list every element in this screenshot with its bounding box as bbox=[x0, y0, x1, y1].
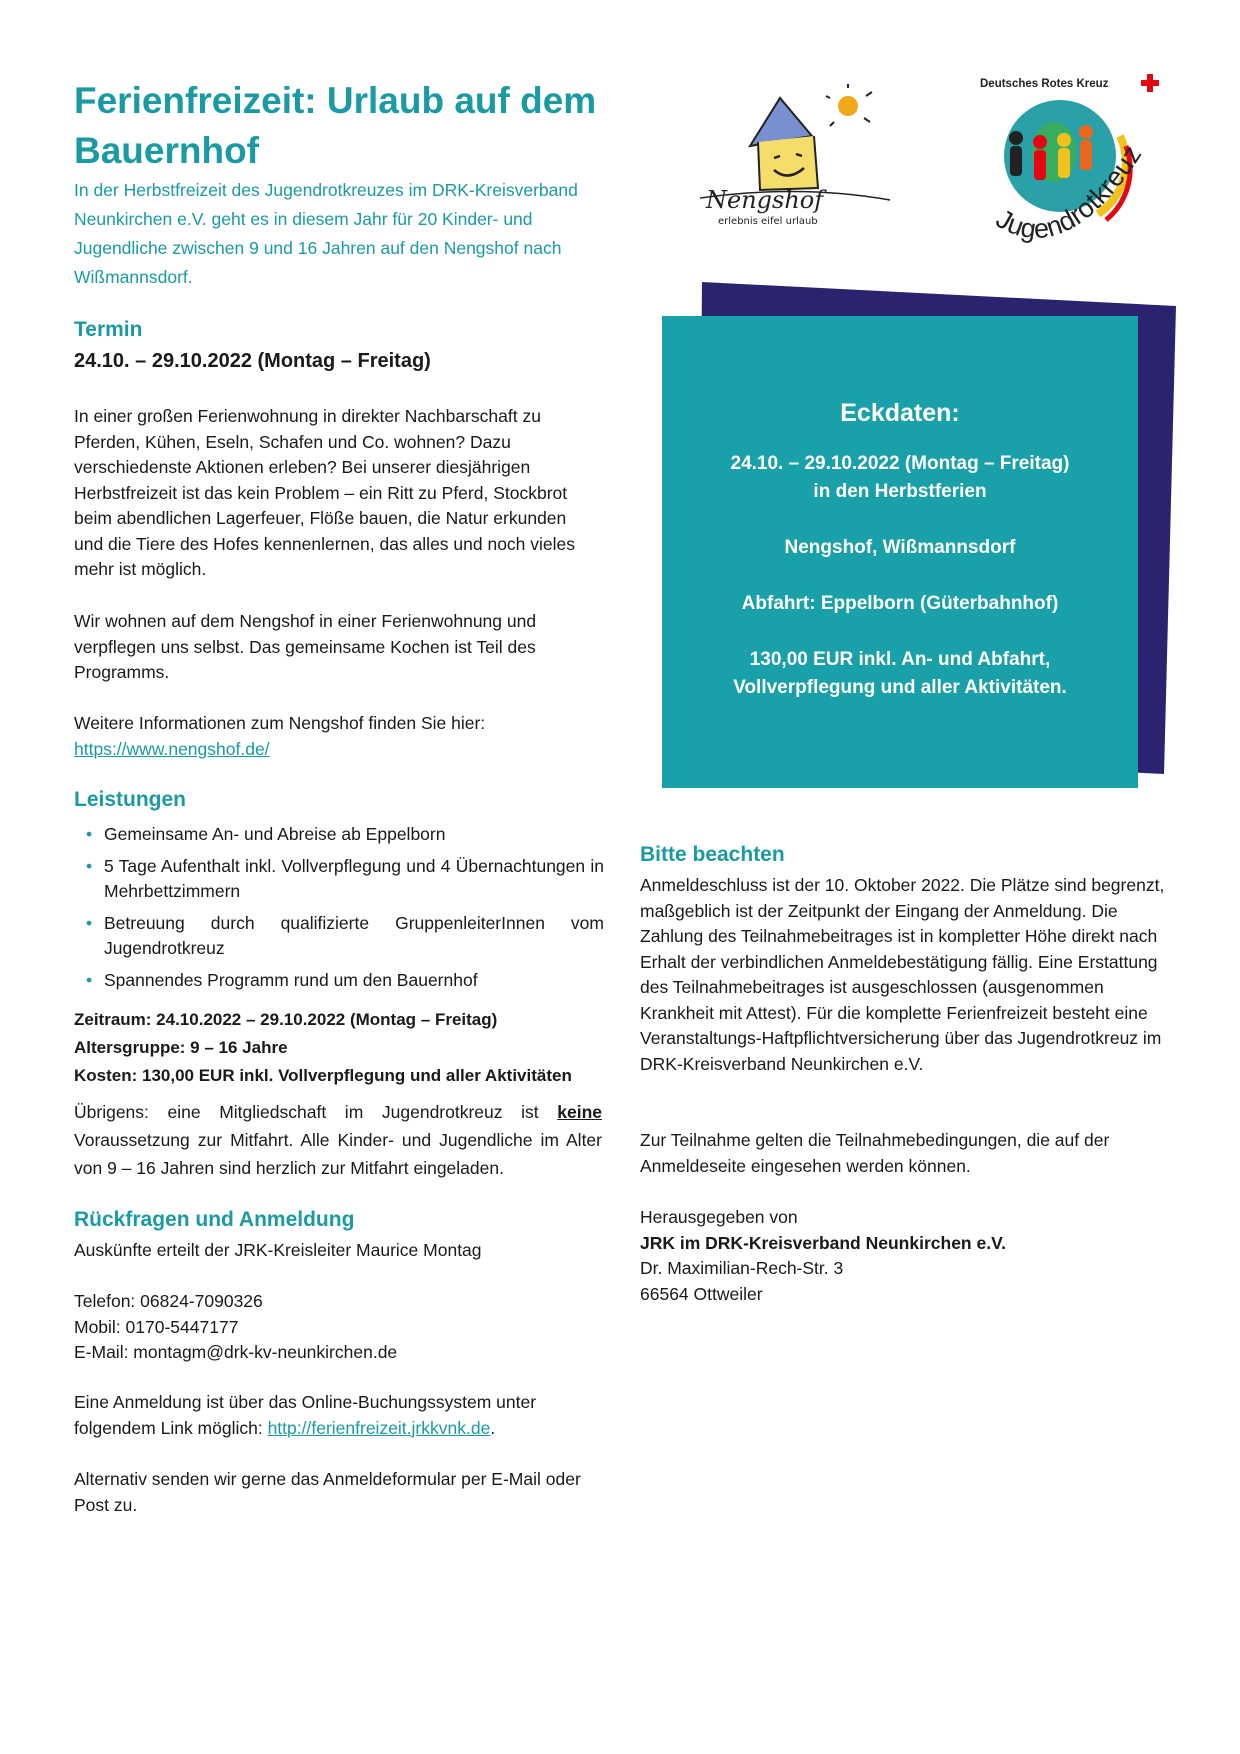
mobil-line: Mobil: 0170-5447177 bbox=[74, 1316, 239, 1337]
drk-logo-text: Deutsches Rotes Kreuz bbox=[980, 78, 1109, 90]
list-item: • Betreuung durch qualifizierte GruppenleiterInnen vom Jugendrotkreuz bbox=[86, 912, 604, 958]
intro-paragraph: In der Herbstfreizeit des Jugendrotkreuzes im DRK-Kreisverband Neunkirchen e.V. geht es in diesem Jahr für 20 Kinder- und Jugendliche zwischen 9 und 16 Jahren auf den Nengshof nach Wißmannsdorf. bbox=[74, 180, 578, 287]
beachten-heading: Bitte beachten bbox=[640, 843, 785, 866]
kosten-line: Kosten: 130,00 EUR inkl. Vollverpflegung und aller Aktivitäten bbox=[74, 1066, 572, 1085]
termin-date: 24.10. – 29.10.2022 (Montag – Freitag) bbox=[74, 350, 431, 372]
jugendrotkreuz-logo bbox=[980, 74, 1180, 264]
eckdaten-period: in den Herbstferien bbox=[813, 481, 987, 502]
list-item: • 5 Tage Aufenthalt inkl. Vollverpflegung und 4 Übernachtungen in Mehrbettzimmern bbox=[86, 855, 604, 901]
eckdaten-price-detail: Vollverpflegung und aller Aktivitäten. bbox=[733, 677, 1067, 698]
anmeldung-paragraph: Eine Anmeldung ist über das Online-Buchungssystem unter folgendem Link möglich: http://ferienfreizeit.jrkkvnk.de. bbox=[74, 1392, 537, 1438]
impressum bbox=[640, 1205, 1172, 1307]
description-paragraph-2: Wir wohnen auf dem Nengshof in einer Ferienwohnung und verpflegen uns selbst. Das gemeinsame Kochen ist Teil des Programms. bbox=[74, 611, 537, 682]
nengshof-logo-tagline: erlebnis eifel urlaub bbox=[718, 216, 818, 227]
facts-block bbox=[74, 1006, 614, 1090]
bullet-icon: • bbox=[86, 969, 93, 990]
alternativ-paragraph: Alternativ senden wir gerne das Anmeldeformular per E-Mail oder Post zu. bbox=[74, 1469, 581, 1515]
impressum-street: Dr. Maximilian-Rech-Str. 3 bbox=[640, 1258, 844, 1278]
info-paragraph bbox=[74, 711, 600, 762]
eckdaten-departure: Abfahrt: Eppelborn (Güterbahnhof) bbox=[741, 593, 1059, 614]
leistungen-list bbox=[74, 822, 604, 999]
impressum-org: JRK im DRK-Kreisverband Neunkirchen e.V. bbox=[640, 1232, 1006, 1253]
eckdaten-location: Nengshof, Wißmannsdorf bbox=[784, 537, 1016, 558]
description-paragraph-1: In einer großen Ferienwohnung in direkter Nachbarschaft zu Pferden, Kühen, Eseln, Schafen und Co. wohnen? Dazu verschiedenste Aktionen erleben? Bei unserer diesjährigen Herbstfreizeit ist das kein Problem – ein Ritt zu Pferd, Stockbrot beim abendlichen Lagerfeuer, Flöße bauen, die Natur erkunden und die Tiere des Hofes kennenlernen, das alles und noch vieles mehr ist möglich. bbox=[74, 406, 576, 579]
list-item: • Spannendes Programm rund um den Bauernhof bbox=[74, 968, 604, 994]
list-item: • Gemeinsame An- und Abreise ab Eppelborn bbox=[74, 822, 604, 848]
page-title: Ferienfreizeit: Urlaub auf dem Bauernhof bbox=[74, 80, 597, 171]
kontakt-heading: Rückfragen und Anmeldung bbox=[74, 1208, 355, 1231]
anmeldung-link[interactable]: http://ferienfreizeit.jrkkvnk.de bbox=[267, 1417, 491, 1438]
membership-note: Übrigens: eine Mitgliedschaft im Jugendrotkreuz ist keine Voraussetzung zur Mitfahrt. Alle Kinder- und Jugendliche im Alter von 9 – 16 Jahren sind herzlich zur Mitfahrt eingeladen. bbox=[74, 1102, 602, 1178]
eckdaten-title: Eckdaten: bbox=[840, 399, 960, 427]
eckdaten-date: 24.10. – 29.10.2022 (Montag – Freitag) bbox=[730, 453, 1070, 474]
leistungen-heading: Leistungen bbox=[74, 788, 187, 811]
nengshof-logo bbox=[700, 84, 900, 234]
telefon-line: Telefon: 06824-7090326 bbox=[74, 1291, 263, 1311]
eckdaten-price: 130,00 EUR inkl. An- und Abfahrt, bbox=[749, 649, 1051, 670]
bullet-icon: • bbox=[86, 824, 93, 844]
impressum-label: Herausgegeben von bbox=[640, 1207, 798, 1227]
impressum-city: 66564 Ottweiler bbox=[640, 1283, 763, 1304]
nengshof-logo-name: Nengshof bbox=[706, 186, 824, 214]
info-text: Weitere Informationen zum Nengshof finden Sie hier: bbox=[74, 713, 486, 733]
bullet-icon: • bbox=[86, 912, 93, 933]
kontakt-auskunft: Auskünfte erteilt der JRK-Kreisleiter Maurice Montag bbox=[74, 1240, 482, 1260]
bullet-icon: • bbox=[86, 855, 93, 876]
kontakt-details bbox=[74, 1289, 604, 1366]
nengshof-link[interactable]: https://www.nengshof.de/ bbox=[74, 738, 270, 759]
jrk-logo-text: Jugendrotkreuz bbox=[990, 140, 1148, 245]
zeitraum-line: Zeitraum: 24.10.2022 – 29.10.2022 (Montag – Freitag) bbox=[74, 1010, 498, 1029]
beachten-paragraph-1: Anmeldeschluss ist der 10. Oktober 2022. Die Plätze sind begrenzt, maßgeblich ist der Zeitpunkt der Eingang der Anmeldung. Die Zahlung des Teilnahmebeitrages ist in kompletter Höhe direkt nach Erhalt der verbindlichen Anmeldebestätigung fällig. Eine Erstattung des Teilnahmebeitrages ist ausgeschlossen (ausgenommen Krankheit mit Attest). Für die komplette Ferienfreizeit besteht eine Veranstaltungs-Haftpflichtversicherung über das Jugendrotkreuz im DRK-Kreisverband Neunkirchen e.V. bbox=[640, 875, 1165, 1074]
eckdaten-box bbox=[662, 316, 1138, 788]
altersgruppe-line: Altersgruppe: 9 – 16 Jahre bbox=[74, 1038, 288, 1057]
keine-emphasis: keine bbox=[557, 1102, 602, 1122]
beachten-paragraph-2: Zur Teilnahme gelten die Teilnahmebedingungen, die auf der Anmeldeseite eingesehen werden können. bbox=[640, 1130, 1110, 1176]
termin-heading: Termin bbox=[74, 318, 143, 341]
email-line: E-Mail: montagm@drk-kv-neunkirchen.de bbox=[74, 1342, 398, 1362]
